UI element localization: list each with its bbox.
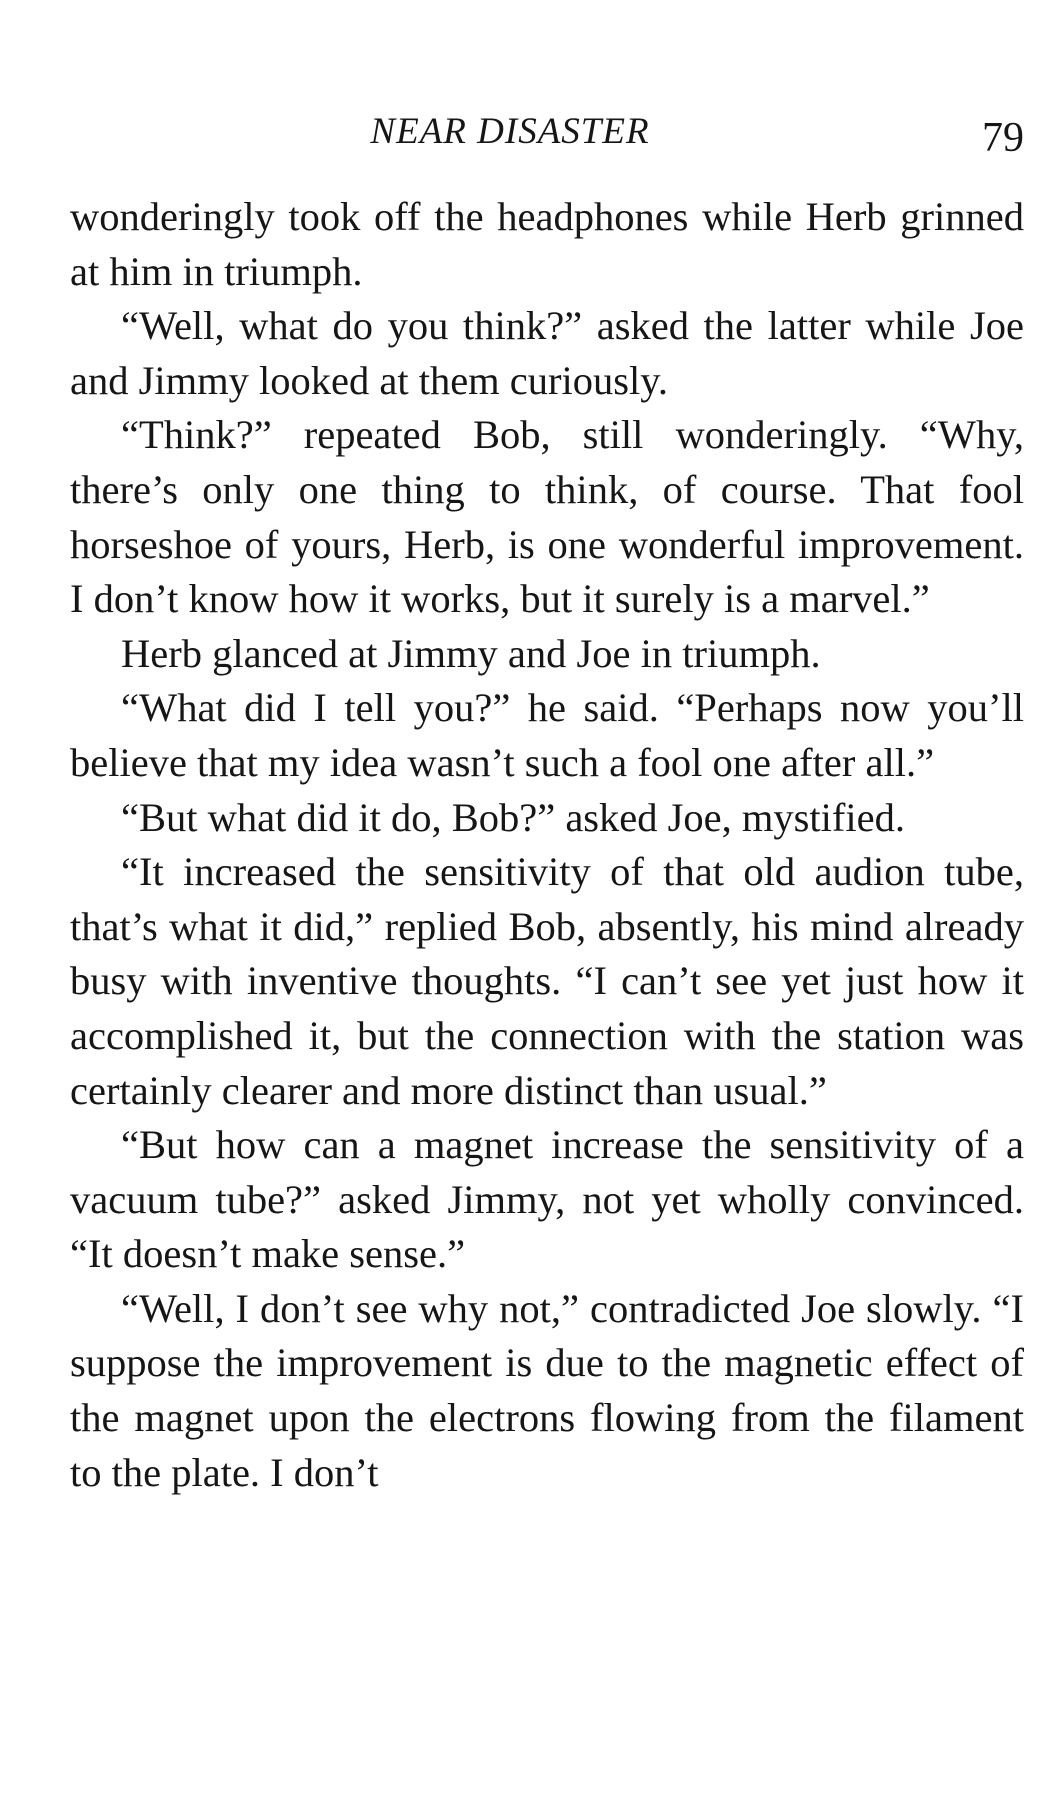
paragraph: “It increased the sensitivity of that old audion tube, that’s what it did,” replied Bob, absently, his mind already busy with inventive thoughts. “I can’t see yet just how it accomplished it, but the connection with the station was certainly clearer and more distinct than usual.” — [70, 849, 1024, 1113]
paragraph: “Think?” repeated Bob, still wonderingly. “Why, there’s only one thing to think, of course. That fool horseshoe of yours, Herb, is one wonderful improvement. I don’t know how it works, but it surely is a marvel.” — [70, 412, 1024, 622]
paragraph: “What did I tell you?” he said. “Perhaps now you’ll believe that my idea wasn’t such a fool one after all.” — [70, 685, 1024, 785]
paragraph: “But what did it do, Bob?” asked Joe, mystified. — [121, 794, 905, 840]
paragraph: “But how can a magnet increase the sensitivity of a vacuum tube?” asked Jimmy, not yet wholly convinced. “It doesn’t make sense.” — [70, 1122, 1024, 1277]
body-text — [70, 190, 1024, 1500]
page-number: 79 — [982, 115, 1024, 161]
paragraph-continued: wonderingly took off the headphones while Herb grinned at him in triumph. — [70, 194, 1024, 294]
running-head — [70, 108, 1024, 161]
paragraph: Herb glanced at Jimmy and Joe in triumph. — [121, 630, 821, 676]
paragraph: “Well, I don’t see why not,” contradicted Joe slowly. “I suppose the improvement is due to the magnetic effect of the magnet upon the electrons flowing from the filament to the plate. I don’t — [70, 1285, 1024, 1495]
running-title: NEAR DISASTER — [370, 111, 650, 152]
paragraph: “Well, what do you think?” asked the latter while Joe and Jimmy looked at them curiously. — [70, 303, 1024, 403]
